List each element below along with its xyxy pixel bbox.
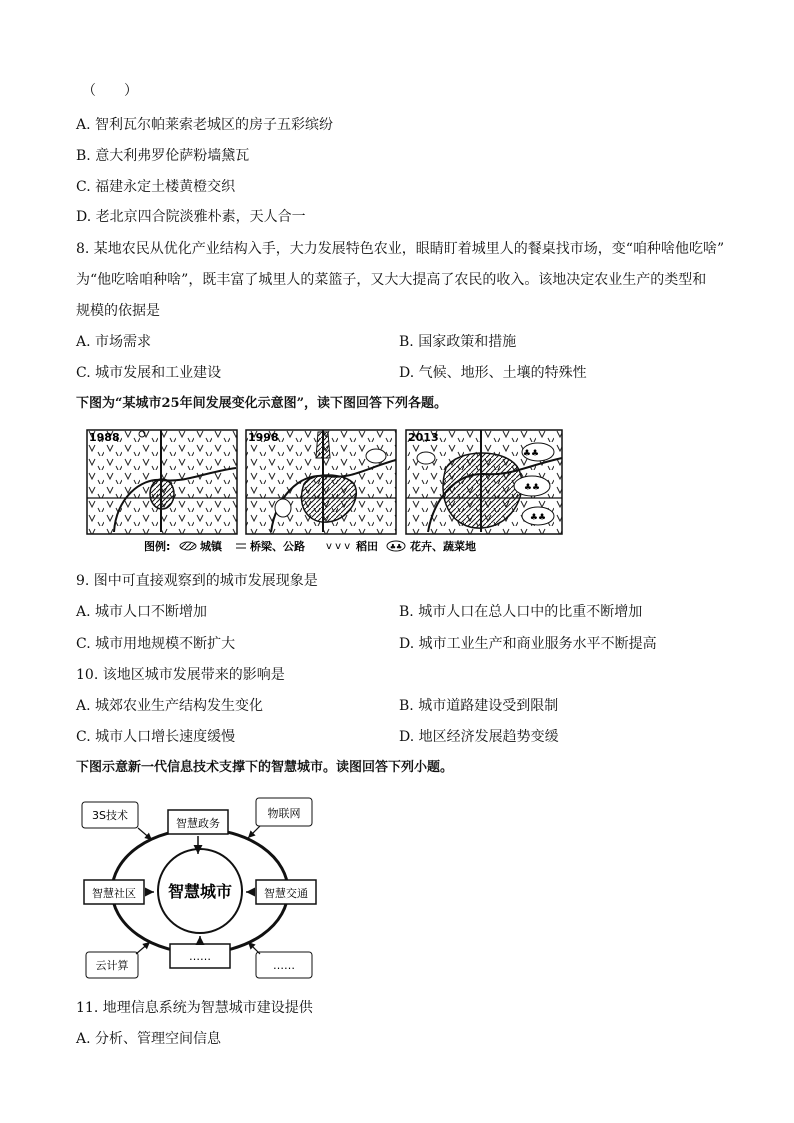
q8-option-b: B. 国家政策和措施 [399,334,517,350]
q8-option-a: A. 市场需求 [76,334,152,350]
legend-label: 图例: [144,540,171,553]
map-panel-1998 [246,430,396,534]
q9-option-c: C. 城市用地规模不断扩大 [76,636,236,652]
svg-text:♣♣: ♣♣ [523,483,541,493]
city-development-figure [86,428,564,556]
q9-option-b: B. 城市人口在总人口中的比重不断增加 [399,604,643,620]
q7-option-b: B. 意大利弗罗伦萨粉墙黛瓦 [76,148,250,164]
q10-option-c: C. 城市人口增长速度缓慢 [76,729,236,745]
q10-option-d: D. 地区经济发展趋势变缓 [399,729,559,745]
q9-option-d: D. 城市工业生产和商业服务水平不断提高 [399,636,657,652]
legend-paddy: 稻田 [356,540,378,553]
map-panel-2013 [406,430,562,534]
q8-option-d: D. 气候、地形、土壤的特殊性 [399,365,587,381]
svg-text:♣♣: ♣♣ [529,513,547,523]
q7-option-a: A. 智利瓦尔帕莱索老城区的房子五彩缤纷 [76,117,334,133]
q7-option-d: D. 老北京四合院淡雅朴素，天人合一 [76,209,306,225]
intro-figure2: 下图示意新一代信息技术支撑下的智慧城市。读图回答下列小题。 [76,760,454,775]
year-2013: 2013 [408,431,439,444]
q8-stem-line3: 规模的依据是 [76,303,160,319]
node-more: …… [273,959,295,972]
q8-stem-line2: 为“他吃啥咱种啥”，既丰富了城里人的菜篮子，又大大提高了农民的收入。该地决定农业生产的类型和 [76,272,707,288]
map-legend [144,539,476,553]
node-iot: 物联网 [267,807,301,820]
q11-option-a: A. 分析、管理空间信息 [76,1031,222,1047]
q10-option-b: B. 城市道路建设受到限制 [399,698,559,714]
year-1998: 1998 [248,431,279,444]
legend-town: 城镇 [200,540,222,553]
smart-city-diagram [80,796,320,982]
node-bottom: …… [189,950,211,963]
node-3s: 3S技术 [92,809,128,822]
q8-stem-line1: 8. 某地农民从优化产业结构入手，大力发展特色农业，眼睛盯着城里人的餐桌找市场，变“咱种啥他吃啥” [76,241,725,257]
q8-option-c: C. 城市发展和工业建设 [76,365,222,381]
node-top: 智慧政务 [176,817,220,830]
q10-stem: 10. 该地区城市发展带来的影响是 [76,667,285,683]
legend-road: 桥梁、公路 [250,540,305,553]
q7-option-c: C. 福建永定土楼黄橙交织 [76,179,236,195]
q9-option-a: A. 城市人口不断增加 [76,604,208,620]
q9-stem: 9. 图中可直接观察到的城市发展现象是 [76,573,318,589]
q11-stem: 11. 地理信息系统为智慧城市建设提供 [76,1000,313,1016]
q10-option-a: A. 城郊农业生产结构发生变化 [76,698,264,714]
center-label: 智慧城市 [167,882,233,901]
node-right: 智慧交通 [264,887,308,900]
svg-text:♣♣: ♣♣ [522,449,540,459]
q7-bracket: （ ） [82,83,138,99]
year-1988: 1988 [89,431,120,444]
node-cloud: 云计算 [95,959,129,972]
svg-text:♣♣: ♣♣ [389,543,403,551]
map-panel-1988 [87,430,237,534]
node-left: 智慧社区 [92,887,136,900]
svg-text:v v v: v v v [326,541,351,552]
legend-garden: 花卉、蔬菜地 [410,540,476,553]
intro-figure1: 下图为“某城市25年间发展变化示意图”，读下图回答下列各题。 [76,396,448,411]
